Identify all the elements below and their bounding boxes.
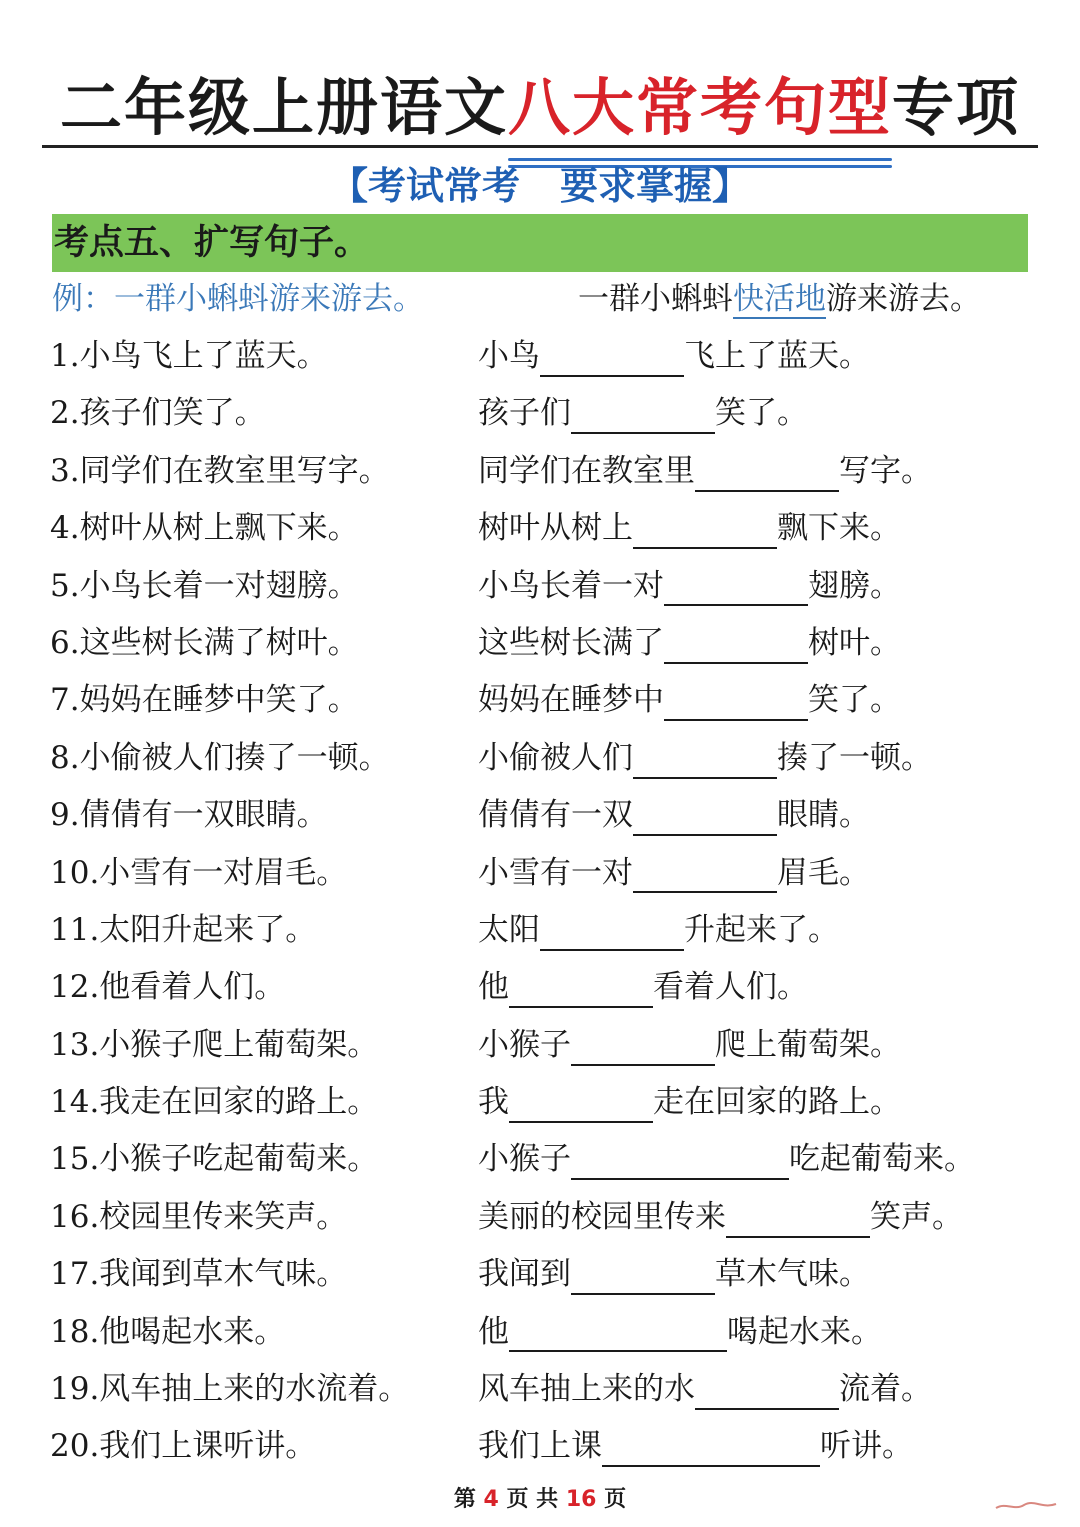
answer-blank[interactable] — [695, 1375, 839, 1410]
exercise-question: 20.我们上课听讲。 — [50, 1428, 317, 1465]
total-page-number: 16 — [565, 1487, 597, 1512]
exercise-answer — [478, 558, 901, 615]
answer-blank[interactable] — [633, 859, 777, 894]
answer-prefix: 小猴子 — [478, 1026, 571, 1063]
answer-suffix: 流着。 — [839, 1371, 932, 1408]
exercise-question: 10.小雪有一对眉毛。 — [50, 854, 348, 891]
answer-suffix: 树叶。 — [808, 624, 901, 661]
answer-blank[interactable] — [509, 1088, 653, 1123]
exercise-row — [0, 385, 1080, 442]
exercise-row — [0, 1246, 1080, 1303]
exercise-answer — [478, 730, 932, 787]
answer-blank[interactable] — [633, 744, 777, 779]
exercise-question: 1.小鸟飞上了蓝天。 — [50, 338, 328, 374]
exercise-row — [0, 959, 1080, 1016]
exercise-question: 18.他喝起水来。 — [50, 1313, 286, 1350]
answer-suffix: 吃起葡萄来。 — [789, 1141, 975, 1178]
exercise-row — [0, 1304, 1080, 1361]
answer-blank[interactable] — [602, 1433, 820, 1468]
answer-prefix: 美丽的校园里传来 — [478, 1198, 726, 1235]
answer-suffix: 听讲。 — [820, 1428, 913, 1465]
exercise-question: 2.孩子们笑了。 — [50, 395, 266, 432]
exercise-row — [0, 1418, 1080, 1475]
exercise-answer — [478, 845, 870, 902]
exercise-answer — [478, 902, 839, 959]
exercise-answer — [478, 787, 870, 844]
exercise-row — [0, 1074, 1080, 1131]
answer-blank[interactable] — [664, 687, 808, 722]
answer-prefix: 我 — [478, 1084, 509, 1121]
answer-blank[interactable] — [726, 1203, 870, 1238]
answer-suffix: 眉毛。 — [777, 854, 870, 891]
exercise-question: 11.太阳升起来了。 — [50, 911, 317, 948]
answer-blank[interactable] — [540, 342, 684, 377]
exercise-answer — [478, 1246, 870, 1303]
header-divider — [42, 145, 1038, 148]
exercise-row — [0, 730, 1080, 787]
exercise-answer — [478, 1074, 901, 1131]
answer-prefix: 倩倩有一双 — [478, 797, 633, 834]
answer-blank[interactable] — [571, 1031, 715, 1066]
example-expanded-prefix: 一群小蝌蚪 — [578, 281, 733, 317]
exercise-answer — [478, 385, 808, 442]
answer-suffix: 升起来了。 — [684, 911, 839, 948]
exercise-question: 6.这些树长满了树叶。 — [50, 624, 359, 661]
exercise-row — [0, 787, 1080, 844]
answer-suffix: 眼睛。 — [777, 797, 870, 834]
subtitle — [0, 155, 1080, 210]
answer-prefix: 我闻到 — [478, 1256, 571, 1293]
subtitle-part-2: 要求掌握】 — [560, 164, 751, 208]
answer-blank[interactable] — [509, 1318, 727, 1353]
answer-prefix: 孩子们 — [478, 395, 571, 432]
exercise-answer — [478, 1304, 882, 1361]
answer-prefix: 妈妈在睡梦中 — [478, 682, 664, 719]
title-suffix: 专项 — [892, 71, 1021, 144]
footer-post: 页 — [604, 1487, 627, 1512]
exercise-row — [0, 328, 1080, 385]
answer-blank[interactable] — [664, 572, 808, 607]
answer-prefix: 他 — [478, 969, 509, 1006]
title-highlight — [508, 58, 892, 151]
answer-suffix: 飘下来。 — [777, 510, 901, 547]
exercise-answer — [478, 615, 901, 672]
exercise-row — [0, 1361, 1080, 1418]
exercise-question: 16.校园里传来笑声。 — [50, 1198, 348, 1235]
answer-prefix: 小雪有一对 — [478, 854, 633, 891]
exercise-row — [0, 902, 1080, 959]
answer-blank[interactable] — [571, 1146, 789, 1181]
answer-prefix: 树叶从树上 — [478, 510, 633, 547]
answer-blank[interactable] — [633, 514, 777, 549]
answer-suffix: 揍了一顿。 — [777, 739, 932, 776]
answer-suffix: 翅膀。 — [808, 567, 901, 604]
answer-suffix: 笑声。 — [870, 1198, 963, 1235]
answer-blank[interactable] — [695, 457, 839, 492]
exercise-question: 4.树叶从树上飘下来。 — [50, 510, 359, 547]
exercise-row — [0, 1017, 1080, 1074]
exercise-answer — [478, 1361, 932, 1418]
signature-mark — [994, 1499, 1058, 1513]
exercise-row — [0, 1189, 1080, 1246]
answer-suffix: 笑了。 — [715, 395, 808, 432]
footer-mid: 页 共 — [506, 1487, 559, 1512]
exercise-answer — [478, 1017, 901, 1074]
exercise-answer — [478, 328, 870, 385]
answer-suffix: 草木气味。 — [715, 1256, 870, 1293]
exercise-row — [0, 558, 1080, 615]
exercise-question: 8.小偷被人们揍了一顿。 — [50, 739, 390, 776]
example-expanded-suffix: 游来游去。 — [826, 281, 981, 317]
exercise-row — [0, 500, 1080, 557]
answer-blank[interactable] — [633, 801, 777, 836]
exercise-question: 15.小猴子吃起葡萄来。 — [50, 1141, 379, 1178]
answer-prefix: 太阳 — [478, 911, 540, 948]
answer-suffix: 走在回家的路上。 — [653, 1084, 901, 1121]
answer-prefix: 风车抽上来的水 — [478, 1371, 695, 1408]
exercise-answer — [478, 1131, 975, 1188]
exercise-row — [0, 1131, 1080, 1188]
answer-suffix: 笑了。 — [808, 682, 901, 719]
exercise-question: 9.倩倩有一双眼睛。 — [50, 797, 328, 834]
exercise-answer — [478, 443, 932, 500]
exercise-question: 5.小鸟长着一对翅膀。 — [50, 567, 359, 604]
exercise-question: 19.风车抽上来的水流着。 — [50, 1371, 410, 1408]
answer-prefix: 小偷被人们 — [478, 739, 633, 776]
example-expanded — [578, 276, 981, 322]
answer-prefix: 我们上课 — [478, 1428, 602, 1465]
answer-suffix: 飞上了蓝天。 — [684, 338, 870, 374]
exercise-question: 14.我走在回家的路上。 — [50, 1084, 379, 1121]
exercise-question: 12.他看着人们。 — [50, 969, 286, 1006]
answer-prefix: 小鸟长着一对 — [478, 567, 664, 604]
answer-prefix: 小猴子 — [478, 1141, 571, 1178]
answer-blank[interactable] — [664, 629, 808, 664]
exercise-question: 17.我闻到草木气味。 — [50, 1256, 348, 1293]
current-page-number: 4 — [483, 1487, 499, 1512]
answer-prefix: 他 — [478, 1313, 509, 1350]
exercise-answer — [478, 1418, 913, 1475]
title-prefix: 二年级上册语文 — [59, 71, 508, 144]
exercise-list — [0, 328, 1080, 1476]
section-heading: 考点五、扩写句子。 — [52, 214, 1028, 272]
example-expanded-mark: 快活地 — [733, 281, 826, 317]
exercise-row — [0, 443, 1080, 500]
answer-blank[interactable] — [509, 974, 653, 1009]
page-title — [0, 58, 1080, 151]
answer-suffix: 写字。 — [839, 452, 932, 489]
answer-blank[interactable] — [571, 400, 715, 435]
answer-suffix: 爬上葡萄架。 — [715, 1026, 901, 1063]
subtitle-part-1: 【考试常考 — [329, 164, 520, 208]
exercise-question: 13.小猴子爬上葡萄架。 — [50, 1026, 379, 1063]
title-highlight-text: 八大常考句型 — [507, 71, 892, 144]
exercise-row — [0, 845, 1080, 902]
exercise-question: 7.妈妈在睡梦中笑了。 — [50, 682, 359, 719]
answer-prefix: 这些树长满了 — [478, 624, 664, 661]
exercise-row — [0, 672, 1080, 729]
answer-suffix: 看着人们。 — [653, 969, 808, 1006]
exercise-question: 3.同学们在教室里写字。 — [50, 452, 390, 489]
answer-blank[interactable] — [571, 1261, 715, 1296]
answer-blank[interactable] — [540, 916, 684, 951]
answer-prefix: 小鸟 — [478, 338, 540, 374]
exercise-answer — [478, 959, 808, 1016]
exercise-answer — [478, 500, 901, 557]
exercise-answer — [478, 672, 901, 729]
exercise-row — [0, 615, 1080, 672]
exercise-answer — [478, 1189, 963, 1246]
answer-suffix: 喝起水来。 — [727, 1313, 882, 1350]
answer-prefix: 同学们在教室里 — [478, 452, 695, 489]
footer-pre: 第 — [453, 1487, 476, 1512]
example-original: 例：一群小蝌蚪游来游去。 — [52, 281, 424, 317]
page-footer — [0, 1482, 1080, 1513]
